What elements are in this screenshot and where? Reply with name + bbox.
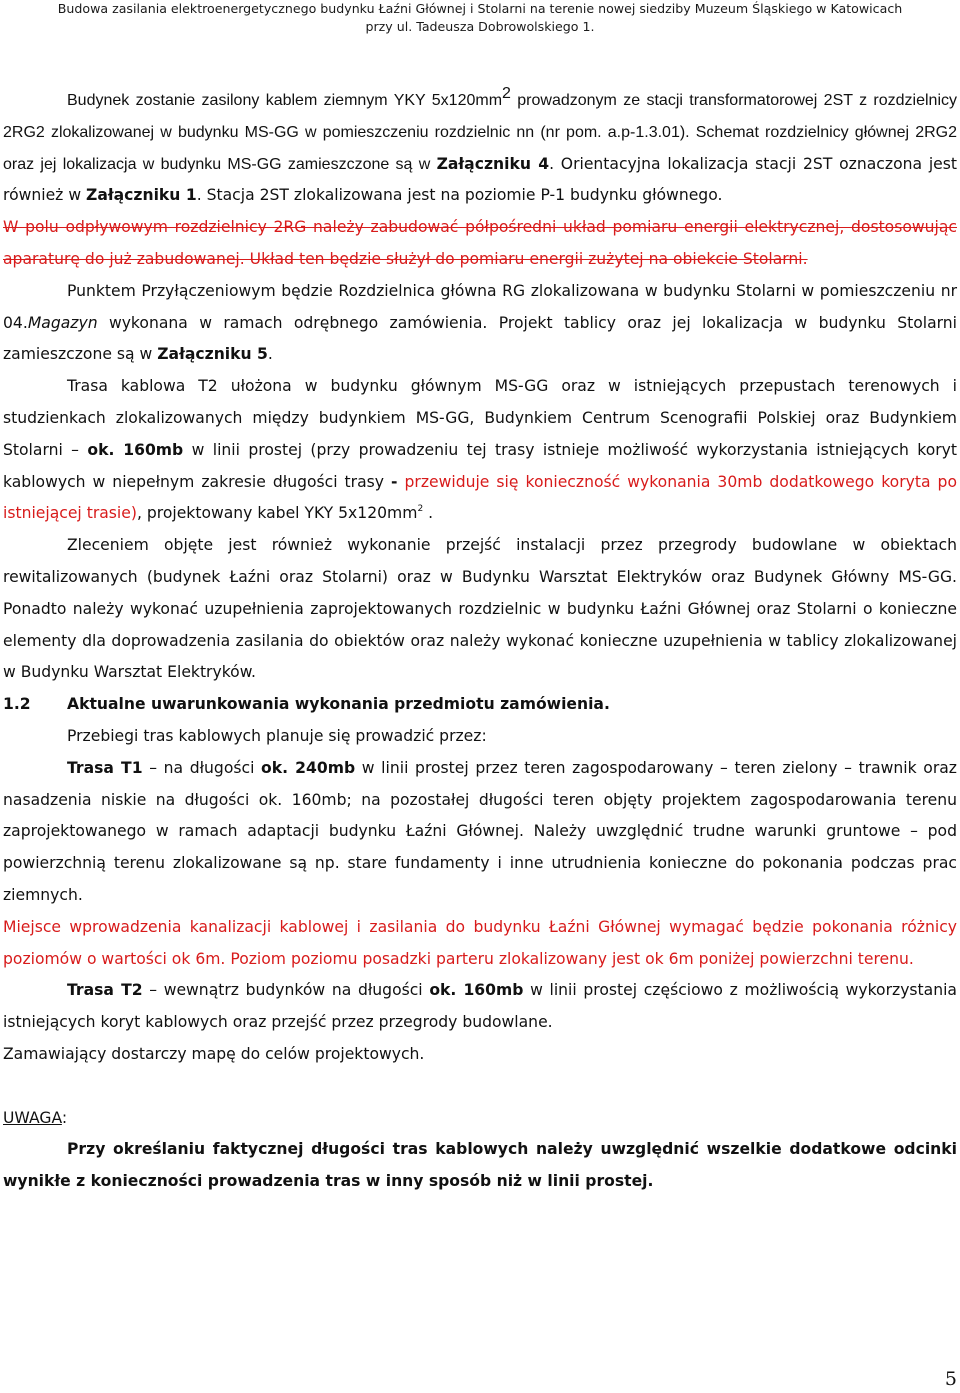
paragraph-route-t1: Trasa T1 – na długości ok. 240mb w linii prostej przez teren zagospodarowany – teren zielony – trawnik oraz nasadzenia niskie na długości ok. 160mb; na pozostałej długości teren objęty projektem zagospodarowania terenu zaprojektowanego w ramach adaptacji budynku Łaźni Głównej. Należy uwzględnić trudne warunki gruntowe – pod powierzchnią terenu zlokalizowane są np. stare fundamenty i inne utrudnienia konieczne do pokonania podczas prac ziemnych. <box>3 758 957 904</box>
document-body <box>3 85 957 1198</box>
section-title: Aktualne uwarunkowania wykonania przedmiotu zamówienia. <box>67 695 610 714</box>
section-number: 1.2 <box>3 695 31 714</box>
header-line-1: Budowa zasilania elektroenergetycznego budynku Łaźni Głównej i Stolarni na terenie nowej siedziby Muzeum Śląskiego w Katowicach <box>57 1 903 16</box>
document-header <box>0 0 960 36</box>
paragraph-connection-point: Punktem Przyłączeniowym będzie Rozdzielnica główna RG zlokalizowana w budynku Stolarni w pomieszczeniu nr 04.Magazyn wykonana w ramach odrębnego zamówienia. Projekt tablicy oraz jej lokalizacja w budynku Stolarni zamieszczone są w Załączniku 5. <box>3 281 957 364</box>
header-line-2: przy ul. Tadeusza Dobrowolskiego 1. <box>365 19 595 34</box>
paragraph-struck-metering: W polu odpływowym rozdzielnicy 2RG należy zabudować półpośredni układ pomiaru energii elektrycznej, dostosowując aparaturę do już zabudowanej. Układ ten będzie służył do pomiaru energii zużytej na obiekcie Stolarni. <box>3 218 957 268</box>
paragraph-cable-route-t2: Trasa kablowa T2 ułożona w budynku głównym MS-GG oraz w istniejących przepustach terenowych i studzienkach zlokalizowanych między budynkiem MS-GG, Budynkiem Centrum Scenografii Polskiej oraz Budynkiem Stolarni – ok. 160mb w linii prostej (przy prowadzeniu tej trasy istnieje możliwość wykorzystania istniejących koryt kablowych w niepełnym zakresie długości trasy - przewiduje się konieczność wykonania 30mb dodatkowego koryta po istniejącej trasie), projektowany kabel YKY $5x120mm^2$ . <box>3 377 957 523</box>
note-text: Przy określaniu faktycznej długości tras kablowych należy uwzględnić wszelkie dodatkowe odcinki wynikłe z konieczności prowadzenia tras w inny sposób niż w linii prostej. <box>3 1140 957 1191</box>
paragraph-level-difference: Miejsce wprowadzenia kanalizacji kablowej i zasilania do budynku Łaźni Głównej wymagać będzie pokonania różnicy poziomów o wartości ok 6m. Poziom poziomu posadzki parteru zlokalizowany jest ok 6m poniżej powierzchni terenu. <box>3 917 957 968</box>
paragraph-route-t2: Trasa T2 – wewnątrz budynków na długości ok. 160mb w linii prostej częściowo z możliwością wykorzystania istniejących koryt kablowych oraz przejść przez przegrody budowlane. <box>3 981 957 1032</box>
paragraph-map: Zamawiający dostarczy mapę do celów projektowych. <box>3 1044 425 1063</box>
spacer <box>3 1071 957 1103</box>
paragraph-power-supply: Budynek zostanie zasilony kablem ziemnym YKY $5x120mm^2$ prowadzonym ze stacji transformatorowej 2ST z rozdzielnicy 2RG2 zlokalizowanej w budynku MS-GG w pomieszczeniu rozdzielnic nn (nr pom. a.p-1.3.01). Schemat rozdzielnicy głównej 2RG2 oraz jej lokalizacja w budynku MS-GG zamieszczone są w Załączniku 4. Orientacyjna lokalizacja stacji 2ST oznaczona jest również w Załączniku 1. Stacja 2ST zlokalizowana jest na poziomie P-1 budynku głównego. <box>3 85 958 205</box>
page-number: 5 <box>944 1368 957 1390</box>
paragraph-scope: Zleceniem objęte jest również wykonanie przejść instalacji przez przegrody budowlane w obiektach rewitalizowanych (budynek Łaźni oraz Stolarni) oraz w Budynku Warsztat Elektryków oraz Budynek Główny MS-GG. Ponadto należy wykonać uzupełnienia zaprojektowanych rozdzielnic w budynku Łaźni Głównej oraz Stolarni o konieczne elementy dla doprowadzenia zasilania do obiektów oraz należy wykonać konieczne uzupełnienia w tablicy zlokalizowanej w Budynku Warsztat Elektryków. <box>3 536 957 682</box>
paragraph-routes-intro: Przebiegi tras kablowych planuje się prowadzić przez: <box>67 726 487 745</box>
note-label: UWAGA: <box>3 1108 68 1127</box>
section-heading <box>3 689 957 721</box>
